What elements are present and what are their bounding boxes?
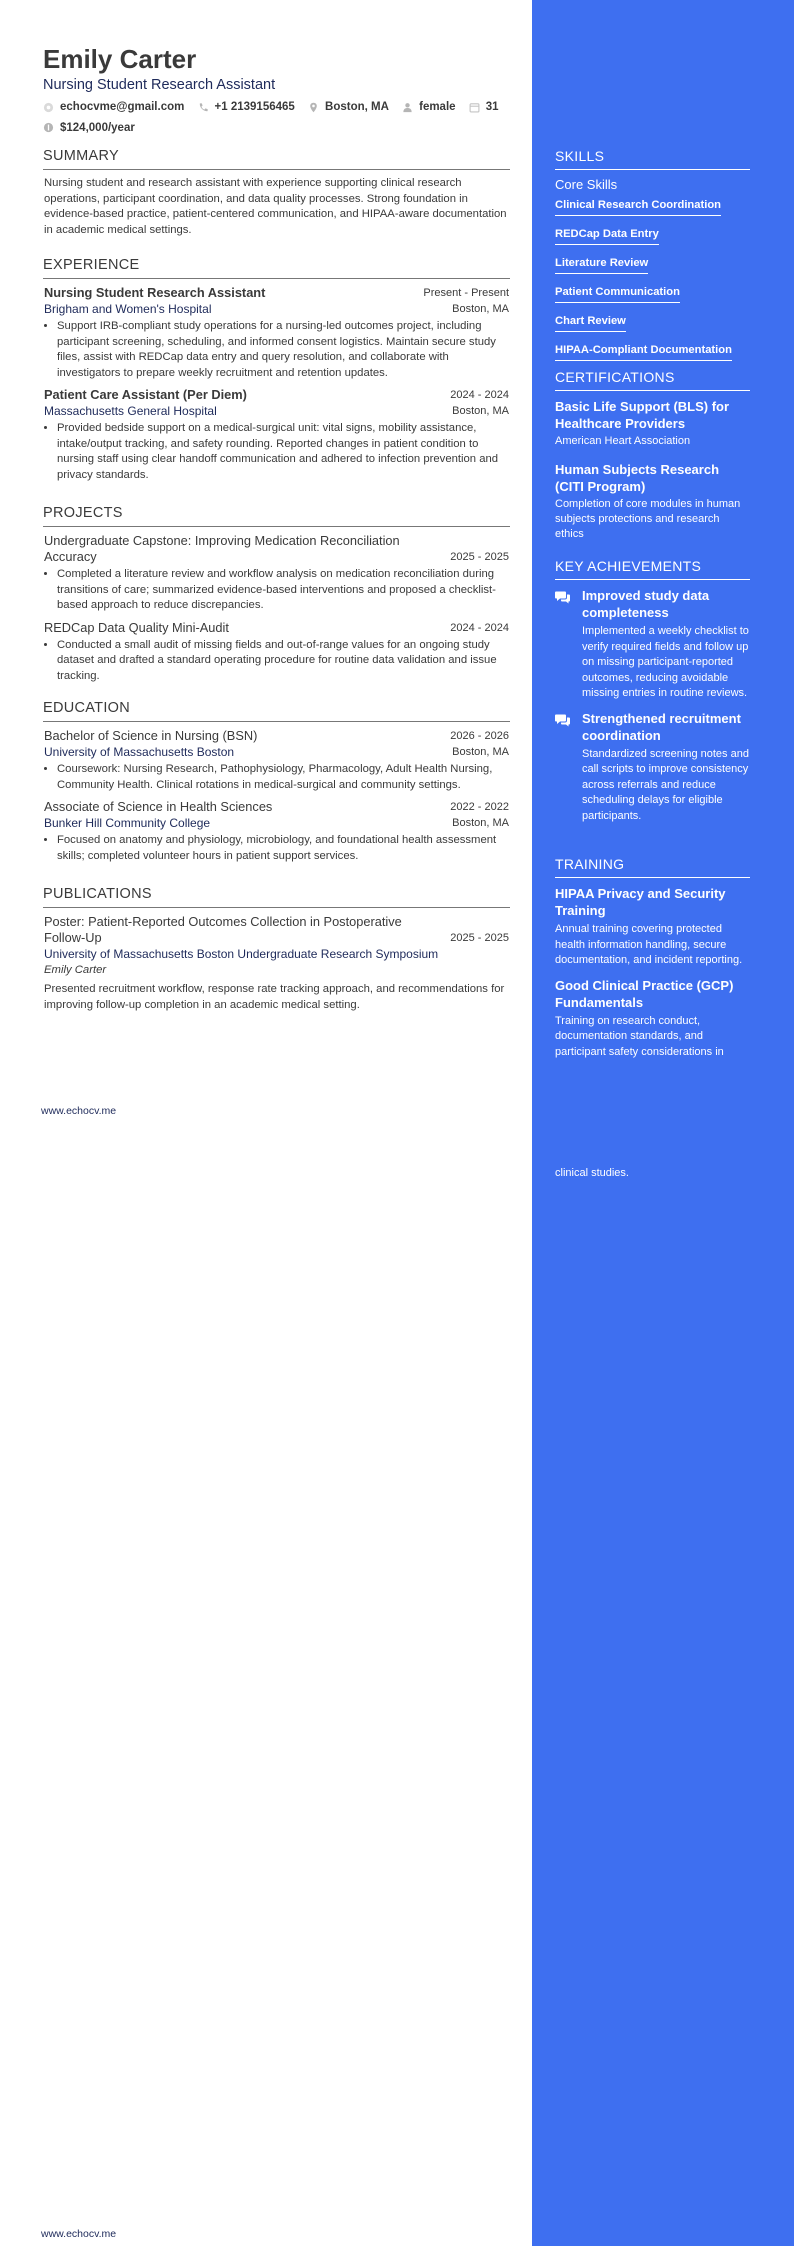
summary-section (43, 148, 510, 238)
publications-section (43, 886, 510, 1013)
email-icon (43, 102, 54, 113)
email-text: echocvme@gmail.com (60, 101, 185, 113)
education-item (43, 799, 510, 864)
education-section (43, 700, 510, 864)
training-description-continued: clinical studies. (555, 1167, 629, 1179)
training-name: Good Clinical Practice (GCP) Fundamentals (555, 977, 734, 1010)
certifications-section (555, 369, 750, 554)
training-name: HIPAA Privacy and Security Training (555, 886, 726, 918)
project-bullet: • Completed a literature review and workflow analysis on medication reconciliation during transitions of care; summarized evidence-based interventions and proposed a checklist-based approach to reduce discrepancies. (57, 567, 509, 614)
chat-bubbles-icon (555, 589, 571, 605)
skill-item: Chart Review (555, 315, 626, 332)
degree: Bachelor of Science in Nursing (BSN) (44, 728, 258, 743)
footer-link-page-bottom[interactable]: www.echocv.me (41, 2228, 117, 2240)
degree: Associate of Science in Health Sciences (44, 799, 273, 814)
experience-section (43, 257, 510, 483)
job-location: Boston, MA (452, 405, 509, 417)
phone-contact[interactable] (198, 98, 295, 116)
job-title: Patient Care Assistant (Per Diem) (44, 387, 247, 402)
project-bullet: • Conducted a small audit of missing fields and out-of-range values for an ongoing study dataset and drafted a standard operating procedure for routine data validation and issue tracking. (57, 638, 509, 685)
email-contact[interactable] (43, 98, 184, 116)
section-heading: TRAINING (555, 856, 750, 878)
projects-section (43, 505, 510, 684)
skill-item: Literature Review (555, 257, 648, 274)
publication-dates: 2025 - 2025 (450, 932, 509, 944)
skills-group-title: Core Skills (555, 177, 618, 192)
training-section (555, 856, 750, 1068)
employer: Massachusetts General Hospital (44, 404, 217, 418)
job-location: Boston, MA (452, 303, 509, 315)
gender-text: female (419, 101, 456, 113)
salary-text: $124,000/year (60, 121, 135, 134)
gender-contact (402, 98, 455, 116)
training-description: Annual training covering protected health information handling, secure documentation, and incident reporting. (555, 923, 743, 966)
skill-item: REDCap Data Entry (555, 228, 659, 245)
skill-item: Clinical Research Coordination (555, 199, 721, 216)
achievement-item (555, 710, 750, 825)
achievement-description: Standardized screening notes and call scripts to improve consistency across referrals and reduce scheduling delays for eligible participants. (582, 747, 749, 822)
school-location: Boston, MA (452, 746, 509, 758)
location-text: Boston, MA (325, 101, 389, 113)
certification-name: Basic Life Support (BLS) for Healthcare Providers (555, 399, 730, 431)
section-heading: KEY ACHIEVEMENTS (555, 558, 750, 580)
section-heading: SUMMARY (43, 148, 510, 170)
section-heading: PROJECTS (43, 505, 510, 527)
publication-description: Presented recruitment workflow, response rate tracking approach, and recommendations for improving follow-up completion in an academic medical setting. (44, 983, 505, 1011)
job-bullet: • Provided bedside support on a medical-surgical unit: vital signs, mobility assistance, intake/output tracking, and safety rounding. Reported changes in patient condition to nursing staff using clear handoff communication and adhered to infection prevention and privacy standards. (57, 421, 509, 483)
age-text: 31 (485, 101, 499, 113)
experience-item (43, 285, 510, 381)
project-dates: 2024 - 2024 (450, 621, 509, 634)
experience-item (43, 387, 510, 483)
money-icon (43, 122, 54, 133)
school-location: Boston, MA (452, 817, 509, 829)
section-heading: PUBLICATIONS (43, 886, 510, 908)
salary-contact (43, 119, 135, 137)
employer: Brigham and Women's Hospital (44, 302, 212, 316)
location-pin-icon (308, 102, 319, 113)
education-bullet: • Coursework: Nursing Research, Pathophysiology, Pharmacology, Adult Health Nursing, Community Health. Clinical rotations in medical-surgical and community settings. (57, 762, 509, 793)
certification-issuer: Completion of core modules in human subjects protections and research ethics (555, 498, 741, 540)
job-dates: Present - Present (423, 287, 509, 299)
candidate-name: Emily Carter (43, 44, 197, 74)
calendar-icon (469, 102, 480, 113)
project-dates: 2025 - 2025 (450, 551, 509, 563)
training-description: Training on research conduct, documentation standards, and participant safety considerations in (555, 1014, 724, 1058)
phone-icon (198, 102, 209, 113)
achievement-description: Implemented a weekly checklist to verify required fields and follow up on missing participant-reported outcomes, reducing avoidable missing entries in routine reviews. (582, 625, 749, 699)
section-heading: EDUCATION (43, 700, 510, 722)
publication-item (43, 914, 510, 1013)
school: Bunker Hill Community College (44, 816, 211, 830)
age-contact (469, 98, 499, 116)
education-dates: 2026 - 2026 (450, 730, 509, 742)
job-dates: 2024 - 2024 (450, 389, 509, 401)
publication-venue: University of Massachusetts Boston Undergraduate Research Symposium (44, 947, 439, 961)
project-item (43, 620, 510, 685)
achievement-title: Improved study data completeness (582, 588, 710, 620)
skill-item: HIPAA-Compliant Documentation (555, 344, 732, 361)
skill-item: Patient Communication (555, 286, 680, 303)
contact-info (43, 98, 510, 139)
education-dates: 2022 - 2022 (450, 801, 509, 813)
person-icon (402, 102, 413, 113)
certification-issuer: American Heart Association (555, 435, 691, 447)
publication-author: Emily Carter (44, 964, 107, 976)
skills-section (555, 148, 750, 369)
achievements-section (555, 558, 750, 832)
project-item (43, 533, 510, 614)
chat-bubbles-icon (555, 712, 571, 728)
achievement-title: Strengthened recruitment coordination (582, 710, 741, 743)
job-bullet: • Support IRB-compliant study operations for a nursing-led outcomes project, including participant screening, scheduling, and informed consent logistics. Maintain secure study files, assist with REDCap data entry and query resolution, and collaborate with investigators to prepare weekly recruitment and retention updates. (57, 319, 509, 381)
section-heading: SKILLS (555, 148, 750, 170)
school: University of Massachusetts Boston (44, 745, 235, 759)
certification-name: Human Subjects Research (CITI Program) (555, 462, 720, 494)
publication-title: Poster: Patient-Reported Outcomes Collection in Postoperative Follow-Up (44, 914, 402, 945)
phone-text: +1 2139156465 (214, 101, 295, 113)
achievement-item (555, 587, 750, 702)
section-heading: CERTIFICATIONS (555, 369, 750, 391)
education-item (43, 728, 510, 793)
project-title: REDCap Data Quality Mini-Audit (44, 619, 229, 635)
section-heading: EXPERIENCE (43, 257, 510, 279)
footer-link[interactable]: www.echocv.me (41, 1105, 117, 1117)
education-bullet: • Focused on anatomy and physiology, microbiology, and foundational health assessment skills; completed volunteer hours in patient support services. (57, 833, 509, 864)
candidate-title: Nursing Student Research Assistant (43, 77, 276, 93)
project-title: Undergraduate Capstone: Improving Medication Reconciliation Accuracy (44, 533, 400, 564)
summary-text: Nursing student and research assistant with experience supporting clinical research operations, participant coordination, and data quality processes. Strong foundation in evidence-based practice, patient-centered communication, and HIPAA-aware documentation in academic medical settings. (44, 177, 507, 236)
job-title: Nursing Student Research Assistant (44, 285, 266, 300)
location-contact (308, 98, 389, 116)
